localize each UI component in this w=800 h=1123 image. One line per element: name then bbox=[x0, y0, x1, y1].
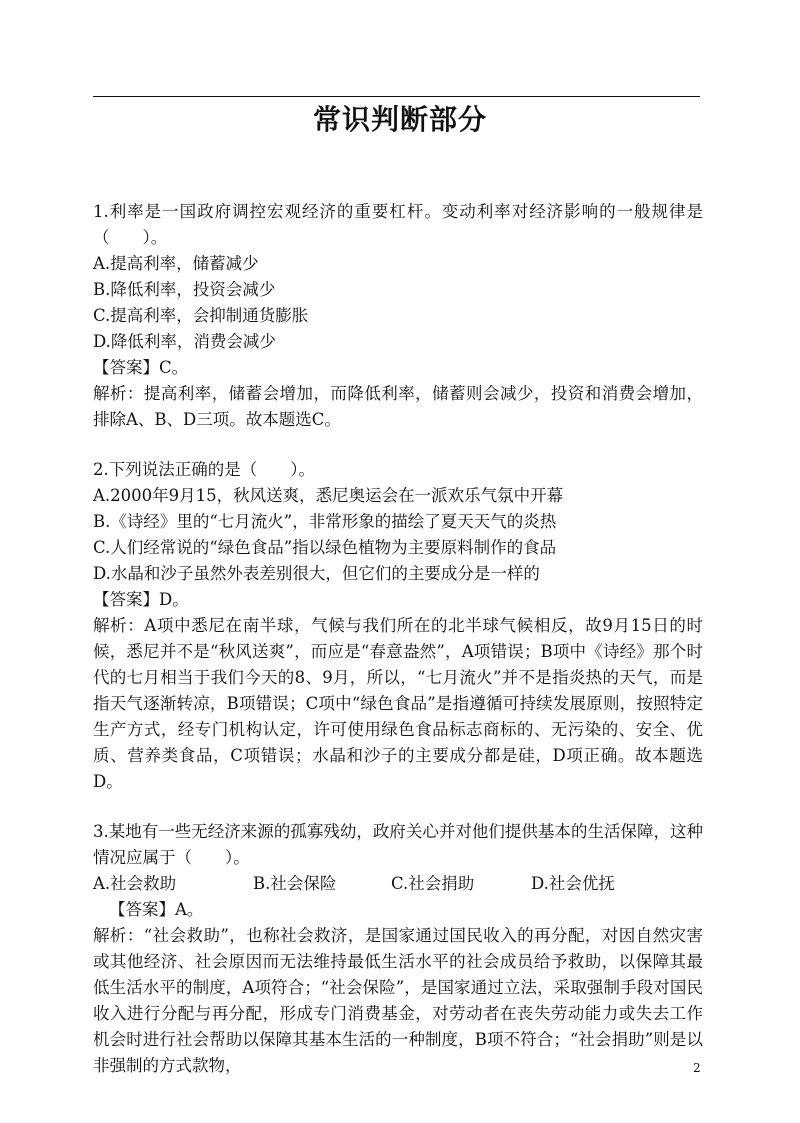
page-title: 常识判断部分 bbox=[312, 103, 487, 136]
question-stem: 3.某地有一些无经济来源的孤寡残幼，政府关心并对他们提供基本的生活保障，这种情况应属于（ ）。 bbox=[93, 822, 703, 867]
question-3 bbox=[93, 819, 703, 1079]
answer-line: 【答案】C。 bbox=[93, 358, 189, 377]
header-rule bbox=[93, 96, 700, 97]
document-body bbox=[93, 199, 703, 1103]
options-row bbox=[93, 871, 703, 897]
option-d: D.社会优抚 bbox=[531, 874, 615, 893]
option-d: D.水晶和沙子虽然外表差别很大，但它们的主要成分是一样的 bbox=[93, 564, 540, 583]
option-a: A.2000年9月15，秋风送爽，悉尼奥运会在一派欢乐气氛中开幕 bbox=[93, 486, 564, 505]
option-b: B.《诗经》里的“七月流火”，非常形象的描绘了夏天天气的炎热 bbox=[93, 512, 557, 531]
question-stem: 2.下列说法正确的是（ ）。 bbox=[93, 460, 315, 479]
explanation: 解析：A项中悉尼在南半球，气候与我们所在的北半球气候相反，故9月15日的时候，悉尼并不是“秋风送爽”，而应是“春意盎然”，A项错误；B项中《诗经》那个时代的七月相当于我们今天的8、9月，所以，“七月流火”并不是指炎热的天气，而是指天气逐渐转凉，B项错误；C项中“绿色食品”是指遵循可持续发展原则，按照特定生产方式，经专门机构认定，许可使用绿色食品标志商标的、无污染的、安全、优质、营养类食品，C项错误；水晶和沙子的主要成分都是硅，D项正确。故本题选D。 bbox=[93, 616, 703, 791]
question-1 bbox=[93, 199, 703, 433]
option-c: C.提高利率，会抑制通货膨胀 bbox=[93, 306, 309, 325]
option-c: C.社会捐助 bbox=[391, 874, 475, 893]
option-a: A.提高利率，储蓄减少 bbox=[93, 254, 259, 273]
option-b: B.降低利率，投资会减少 bbox=[93, 280, 276, 299]
question-2 bbox=[93, 457, 703, 795]
explanation: 解析：提高利率，储蓄会增加，而降低利率，储蓄则会减少，投资和消费会增加，排除A、B、D三项。故本题选C。 bbox=[93, 384, 703, 429]
answer-line: 【答案】D。 bbox=[93, 590, 189, 609]
question-stem: 1.利率是一国政府调控宏观经济的重要杠杆。变动利率对经济影响的一般规律是（ ）。 bbox=[93, 202, 703, 247]
option-b: B.社会保险 bbox=[253, 874, 337, 893]
page-number: 2 bbox=[693, 1061, 701, 1075]
option-a: A.社会救助 bbox=[93, 874, 177, 893]
answer-line: 【答案】A。 bbox=[109, 900, 204, 919]
explanation: 解析：“社会救助”，也称社会救济，是国家通过国民收入的再分配，对因自然灾害或其他经济、社会原因而无法维持最低生活水平的社会成员给予救助，以保障其最低生活水平的制度，A项符合；“社会保险”，是国家通过立法，采取强制手段对国民收入进行分配与再分配，形成专门消费基金，对劳动者在丧失劳动能力或失去工作机会时进行社会帮助以保障其基本生活的一种制度，B项不符合；“社会捐助”则是以非强制的方式款物， bbox=[93, 926, 703, 1075]
option-d: D.降低利率，消费会减少 bbox=[93, 332, 276, 351]
option-c: C.人们经常说的“绿色食品”指以绿色植物为主要原料制作的食品 bbox=[93, 538, 557, 557]
